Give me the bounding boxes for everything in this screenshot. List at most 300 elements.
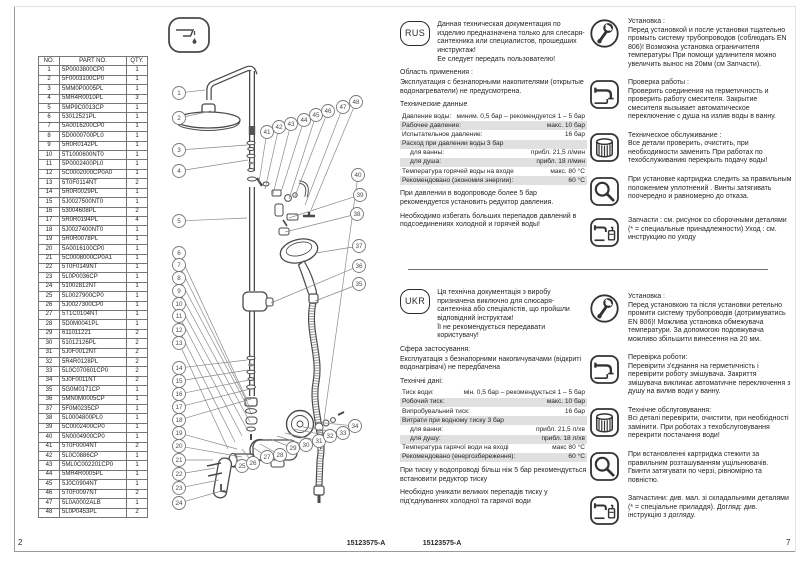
part-index: 35 xyxy=(39,386,60,395)
block-title: Техническое обслуживание : xyxy=(628,131,722,139)
table-row xyxy=(39,367,148,376)
svg-text:17: 17 xyxy=(175,404,183,412)
part-index: 32 xyxy=(39,358,60,367)
part-qty: 2 xyxy=(127,179,148,188)
part-qty: 1 xyxy=(127,414,148,423)
part-number: 5C0008000CP0A1 xyxy=(60,254,127,263)
callout-leader-44 xyxy=(281,127,302,193)
block-text: Все детали проверить, очистить, при необходимости заменить При работах по техобслуживанию перекрыть подачу воды! xyxy=(628,140,768,165)
part-qty: 1 xyxy=(127,151,148,160)
part-index: 21 xyxy=(39,254,60,263)
callout-leader-12 xyxy=(182,336,235,442)
part-index: 38 xyxy=(39,414,60,423)
tech-data-row xyxy=(400,389,587,398)
part-qty: 1 xyxy=(127,386,148,395)
callout-leader-47 xyxy=(305,113,341,205)
tech-data-row xyxy=(400,407,587,416)
table-row xyxy=(39,433,148,442)
tech-value: 16 бар xyxy=(564,407,585,415)
block-title: Технічне обслуговування: xyxy=(628,406,712,414)
page-edge-right xyxy=(795,6,796,552)
callout-23 xyxy=(173,482,186,495)
part-index: 47 xyxy=(39,499,60,508)
table-row xyxy=(39,282,148,291)
ukr-area-title: Сфера застосування: xyxy=(400,346,471,354)
callout-38 xyxy=(351,208,364,221)
callout-leader-7 xyxy=(182,271,250,408)
part-qty: 2 xyxy=(127,329,148,338)
spare-parts-icon xyxy=(589,217,620,248)
part-qty: 1 xyxy=(127,141,148,150)
part-number: 5J0C0904NT xyxy=(60,480,127,489)
tech-label: Испытательное давление: xyxy=(402,130,483,138)
table-row xyxy=(39,151,148,160)
ukr-area-text: Експлуатація з безнапорними накопичувачами (відкриті водонагрівачі) не передбачена xyxy=(400,355,582,372)
part-qty: 3 xyxy=(127,94,148,103)
part-number: 5L0027900CP0 xyxy=(60,292,127,301)
tech-data-row xyxy=(400,425,587,434)
tech-label: Температура гарячої води на вході xyxy=(402,444,509,452)
part-index: 14 xyxy=(39,188,60,197)
part-qty: 1 xyxy=(127,461,148,470)
svg-text:48: 48 xyxy=(352,99,360,107)
svg-text:5: 5 xyxy=(177,218,181,226)
part-qty: 2 xyxy=(127,508,148,517)
callout-41 xyxy=(261,126,274,139)
svg-text:18: 18 xyxy=(175,417,183,425)
tech-data-row xyxy=(400,140,587,149)
callout-4 xyxy=(173,165,186,178)
tech-label: Расход при давлении воды 3 бар xyxy=(402,140,504,148)
part-index: 9 xyxy=(39,141,60,150)
part-number: 5C0002000CP0A0 xyxy=(60,169,127,178)
instruction-block xyxy=(589,293,793,344)
part-qty: 2 xyxy=(127,367,148,376)
tech-label: Рекомендовано (экономия энергии): xyxy=(402,176,514,184)
svg-text:30: 30 xyxy=(302,442,310,450)
tech-label: для ванни: xyxy=(410,425,443,433)
part-index: 37 xyxy=(39,405,60,414)
callout-44 xyxy=(298,114,311,127)
instruction-block xyxy=(589,451,793,485)
svg-text:15: 15 xyxy=(175,378,183,386)
table-row xyxy=(39,179,148,188)
part-index: 15 xyxy=(39,198,60,207)
callout-leader-39 xyxy=(289,197,354,218)
table-row xyxy=(39,339,148,348)
callout-42 xyxy=(273,121,286,134)
rus-intro: Данная техническая документация по изделию предназначена только для слесаря-сантехника или специалистов, прошедших инструктаж! Ее следует передать пользователю! xyxy=(437,21,585,63)
part-index: 29 xyxy=(39,329,60,338)
rus-note-2: Необходимо избегать больших перепадов давлений в подсоединениях холодной и горячей воды! xyxy=(400,212,577,229)
part-number: 5L0P0453PL xyxy=(60,508,127,517)
ukr-intro: Ця технічна документація з виробу призначена виключно для слюсаря-сантехніка або спеціалістів, що пройшли відповідний інструктаж! Її не рекомендується передавати користувачу! xyxy=(437,289,570,340)
svg-text:45: 45 xyxy=(312,112,320,120)
table-row xyxy=(39,188,148,197)
callout-33 xyxy=(337,427,350,440)
callout-leader-48 xyxy=(311,108,353,210)
tech-data-row xyxy=(400,176,587,185)
part-index: 45 xyxy=(39,480,60,489)
table-row xyxy=(39,489,148,498)
svg-text:34: 34 xyxy=(351,423,359,431)
svg-text:10: 10 xyxy=(175,301,183,309)
part-index: 39 xyxy=(39,423,60,432)
svg-text:23: 23 xyxy=(175,485,183,493)
block-text: Перед установкой и после установки тщательно промыть систему трубопроводов (соблюдать EN 806)! Возможна установка ограничителя температуры При помощи удлинителя можно увеличить вынос на 20мм (см Запчасти). xyxy=(628,26,787,68)
part-number: 5MP9C0013CP xyxy=(60,104,127,113)
part-number: 5C0002400CP0 xyxy=(60,423,127,432)
part-index: 31 xyxy=(39,348,60,357)
callout-leader-8 xyxy=(182,284,252,415)
part-number: 51002812NT xyxy=(60,282,127,291)
part-number: 5F0M0235CP xyxy=(60,405,127,414)
callout-leader-15 xyxy=(186,370,248,380)
part-qty: 1 xyxy=(127,263,148,272)
ukr-tech-title: Технічні дані: xyxy=(400,378,443,386)
table-row xyxy=(39,395,148,404)
svg-text:43: 43 xyxy=(287,121,295,129)
callout-28 xyxy=(274,449,287,462)
tech-label: для душу: xyxy=(410,435,441,443)
part-qty: 1 xyxy=(127,85,148,94)
part-number: 5R0R0194PL xyxy=(60,216,127,225)
part-index: 7 xyxy=(39,122,60,131)
part-number: 53004608PL xyxy=(60,207,127,216)
table-row xyxy=(39,226,148,235)
tech-value: прибл. 18 л/хв xyxy=(541,435,585,443)
table-row xyxy=(39,480,148,489)
part-number: 51012126PL xyxy=(60,339,127,348)
svg-text:20: 20 xyxy=(175,443,183,451)
block-title: Установка : xyxy=(628,293,665,300)
part-number: 5A0016200CP0 xyxy=(60,122,127,131)
table-row xyxy=(39,263,148,272)
block-title: Установка : xyxy=(628,18,665,25)
part-qty: 2 xyxy=(127,358,148,367)
callout-leader-37 xyxy=(316,247,352,253)
table-row xyxy=(39,66,148,75)
callout-14 xyxy=(173,362,186,375)
part-number: 5J0027300CP0 xyxy=(60,301,127,310)
tech-data-row xyxy=(400,112,587,121)
table-row xyxy=(39,122,148,131)
callout-27 xyxy=(261,451,274,464)
part-number: 5D0M0041PL xyxy=(60,320,127,329)
table-row xyxy=(39,329,148,338)
part-number: 5MM0P0005PL xyxy=(60,85,127,94)
callout-leader-3 xyxy=(186,145,247,150)
table-row xyxy=(39,310,148,319)
page-edge-left xyxy=(14,6,15,552)
part-qty: 1 xyxy=(127,282,148,291)
part-qty: 2 xyxy=(127,348,148,357)
part-qty: 1 xyxy=(127,132,148,141)
callout-leader-19 xyxy=(186,435,237,449)
part-index: 1 xyxy=(39,66,60,75)
wrench-icon xyxy=(589,18,620,49)
callout-leader-10 xyxy=(182,310,247,429)
part-number: 5T1C0104NT xyxy=(60,310,127,319)
instruction-block xyxy=(589,495,793,526)
svg-text:3: 3 xyxy=(177,147,181,155)
ukr-section xyxy=(400,289,587,507)
part-number: 5L0A0002ALB xyxy=(60,499,127,508)
block-text: Перевірити з'єднання на герметичність і перевірити роботу змішувача. Закриття змішувача викликає автоматичне переключення з душу на вилив води у ванну. xyxy=(628,362,791,396)
block-text: Проверить соединения на герметичность и проверить работу смесителя. Закрытие смесителя вызывает автоматическое переключение с душа на излив воды в ванну. xyxy=(628,87,776,121)
svg-text:36: 36 xyxy=(355,263,363,271)
callout-22 xyxy=(173,468,186,481)
part-index: 3 xyxy=(39,85,60,94)
callout-leader-43 xyxy=(273,131,289,194)
tech-data-row xyxy=(400,167,587,176)
callout-leader-41 xyxy=(259,139,266,182)
svg-text:47: 47 xyxy=(339,104,347,112)
table-row xyxy=(39,414,148,423)
callout-leader-4 xyxy=(186,160,248,170)
part-number: 5L0P0036CP xyxy=(60,273,127,282)
part-qty: 1 xyxy=(127,188,148,197)
callout-6 xyxy=(173,247,186,260)
part-index: 16 xyxy=(39,207,60,216)
wrench-icon xyxy=(589,293,620,324)
part-index: 24 xyxy=(39,282,60,291)
part-qty: 1 xyxy=(127,423,148,432)
part-index: 30 xyxy=(39,339,60,348)
rus-language-badge: RUS xyxy=(400,21,430,46)
table-header-row xyxy=(39,57,148,66)
part-qty: 1 xyxy=(127,301,148,310)
tech-label: Рекомендовано (енергозбереження): xyxy=(402,453,516,461)
part-number: 5R0R0078PL xyxy=(60,235,127,244)
block-text: Запчасти : см. рисунок со сборочными деталями (* = специальные принадлежности) Уход : см. инструкцию по уходу xyxy=(628,216,787,242)
callout-5 xyxy=(173,215,186,228)
part-qty: 2 xyxy=(127,207,148,216)
rus-note-1: При давлении в водопроводе более 5 бар рекомендуется установить редуктор давления. xyxy=(400,190,554,207)
magnifier-icon xyxy=(589,176,620,207)
svg-text:24: 24 xyxy=(175,500,183,508)
tech-data-row xyxy=(400,130,587,139)
block-text: При встановленні картриджа стежити за правильним розташуванням ущільнювачів. Гвинти затягувати по черзі, рівномірно та повністю. xyxy=(628,450,769,484)
part-number: 5P0002400PL0 xyxy=(60,160,127,169)
callout-16 xyxy=(173,388,186,401)
tech-label: Випробувальний тиск: xyxy=(402,407,470,415)
callout-20 xyxy=(173,440,186,453)
part-qty: 1 xyxy=(127,499,148,508)
part-index: 6 xyxy=(39,113,60,122)
instruction-block xyxy=(589,132,793,166)
callout-26 xyxy=(247,457,260,470)
svg-text:11: 11 xyxy=(175,313,183,321)
part-qty: 1 xyxy=(127,245,148,254)
svg-text:26: 26 xyxy=(249,460,257,468)
part-number: 5MN0M0005CP xyxy=(60,395,127,404)
svg-text:7: 7 xyxy=(177,262,181,270)
callout-1 xyxy=(173,87,186,100)
callout-34 xyxy=(349,420,362,433)
part-index: 8 xyxy=(39,132,60,141)
tech-label: Тиск води: xyxy=(402,389,434,397)
part-qty: 1 xyxy=(127,235,148,244)
callout-13 xyxy=(173,337,186,350)
tech-value: мін. 0,5 бар – рекомендується 1 – 5 бар xyxy=(463,389,585,397)
callout-39 xyxy=(354,189,367,202)
table-row xyxy=(39,320,148,329)
tech-data-row xyxy=(400,444,587,453)
callout-11 xyxy=(173,310,186,323)
ukr-note-2: Необхідно уникати великих перепадів тиску у під'єднуваннях холодної та гарячої води xyxy=(400,489,548,506)
table-row xyxy=(39,254,148,263)
part-index: 48 xyxy=(39,508,60,517)
cartridge-icon xyxy=(589,407,620,438)
part-number: 5D0000700PL0 xyxy=(60,132,127,141)
instruction-block xyxy=(589,354,793,397)
table-row xyxy=(39,104,148,113)
table-row xyxy=(39,235,148,244)
part-number: 53012521PL xyxy=(60,113,127,122)
tech-value: макс. 10 бар xyxy=(546,398,585,406)
table-row xyxy=(39,452,148,461)
table-row xyxy=(39,499,148,508)
svg-text:40: 40 xyxy=(354,172,362,180)
part-number: 5ML0C002201CP0 xyxy=(60,461,127,470)
part-qty: 4 xyxy=(127,216,148,225)
callout-leader-46 xyxy=(295,117,326,196)
tech-value: прибл. 18 л/мин xyxy=(536,158,585,166)
callout-24 xyxy=(173,497,186,510)
section-divider xyxy=(408,269,768,270)
rus-section xyxy=(400,21,587,230)
bath-mixer-icon xyxy=(169,18,209,52)
instruction-block xyxy=(589,217,793,248)
callout-leader-35 xyxy=(315,287,353,302)
svg-text:32: 32 xyxy=(326,433,334,441)
svg-text:29: 29 xyxy=(289,445,297,453)
part-number: 5A0016100CP0 xyxy=(60,245,127,254)
part-index: 11 xyxy=(39,160,60,169)
page-edge-top xyxy=(14,6,796,7)
svg-text:1: 1 xyxy=(177,90,181,98)
part-qty: 1 xyxy=(127,169,148,178)
svg-text:33: 33 xyxy=(339,430,347,438)
callout-45 xyxy=(310,109,323,122)
table-row xyxy=(39,216,148,225)
instruction-block xyxy=(589,18,793,69)
tech-value: макс 80 °C xyxy=(552,444,585,452)
part-qty: 1 xyxy=(127,395,148,404)
part-index: 5 xyxy=(39,104,60,113)
page-number-left: 2 xyxy=(18,538,23,547)
part-number: 5R4R0128PL xyxy=(60,358,127,367)
svg-text:28: 28 xyxy=(276,452,284,460)
svg-text:46: 46 xyxy=(324,108,332,116)
part-number: 5F0003100CP0 xyxy=(60,75,127,84)
faucet-icon xyxy=(589,354,620,385)
callout-leader-18 xyxy=(186,399,252,418)
table-row xyxy=(39,75,148,84)
svg-text:8: 8 xyxy=(177,275,181,283)
svg-text:9: 9 xyxy=(177,288,181,296)
part-qty: 1 xyxy=(127,292,148,301)
svg-text:22: 22 xyxy=(175,471,183,479)
svg-text:41: 41 xyxy=(263,129,271,137)
magnifier-icon xyxy=(589,451,620,482)
callout-7 xyxy=(173,259,186,272)
part-qty: 1 xyxy=(127,452,148,461)
ukr-language-badge: UKR xyxy=(400,289,430,314)
part-index: 23 xyxy=(39,273,60,282)
part-qty: 1 xyxy=(127,310,148,319)
callout-15 xyxy=(173,375,186,388)
tech-label: Давление воды: xyxy=(402,112,452,120)
part-number: 5P0003800CP0 xyxy=(60,66,127,75)
page-edge-bottom xyxy=(14,551,796,552)
part-number: 5T1000600NT0 xyxy=(60,151,127,160)
part-number: 5L0C0886CP xyxy=(60,452,127,461)
instruction-block xyxy=(589,407,793,441)
table-row xyxy=(39,301,148,310)
callout-19 xyxy=(173,427,186,440)
cartridge-icon xyxy=(589,132,620,163)
part-qty: 1 xyxy=(127,480,148,489)
rus-tech-title: Технические данные xyxy=(400,101,468,109)
table-row xyxy=(39,94,148,103)
part-qty: 2 xyxy=(127,489,148,498)
table-row xyxy=(39,85,148,94)
callout-8 xyxy=(173,272,186,285)
block-text: Запчастини: див. мал. зі складальними деталями (* = спеціальне приладдя). Догляд: див. інструкцію з догляду. xyxy=(628,495,789,520)
part-number: 5J0027400NT0 xyxy=(60,226,127,235)
tech-value: прибл. 21,5 л/хв xyxy=(535,425,585,433)
callout-30 xyxy=(300,439,313,452)
callout-29 xyxy=(287,442,300,455)
tech-data-row xyxy=(400,453,587,462)
block-text: Перед установкою та після установки ретельно промити систему трубопроводів (дотримуватись EN 806)! Можлива установка обмежувача температури. За допомогою подовжувача можливо збільшити винесення на 20 мм. xyxy=(628,301,786,343)
part-number: 5T0F0097NT xyxy=(60,489,127,498)
table-row xyxy=(39,423,148,432)
tech-label: Робочий тиск: xyxy=(402,398,445,406)
table-row xyxy=(39,273,148,282)
part-qty: 1 xyxy=(127,273,148,282)
callout-12 xyxy=(173,324,186,337)
instruction-block xyxy=(589,176,793,207)
part-qty: 1 xyxy=(127,470,148,479)
block-text: При установке картриджа следить за правильным положением уплотнений . Винты затягивать поочередно и равномерно до отказа. xyxy=(628,175,792,201)
part-qty: 1 xyxy=(127,198,148,207)
part-index: 20 xyxy=(39,245,60,254)
part-index: 18 xyxy=(39,226,60,235)
part-qty: 1 xyxy=(127,75,148,84)
rus-instructions xyxy=(589,18,793,258)
tech-value: 60 °C xyxy=(568,453,585,461)
table-row xyxy=(39,358,148,367)
callout-leader-14 xyxy=(186,360,247,367)
part-index: 43 xyxy=(39,461,60,470)
part-index: 28 xyxy=(39,320,60,329)
tech-data-row xyxy=(400,121,587,130)
col-header-qty: QTY. xyxy=(127,57,148,66)
part-qty: 1 xyxy=(127,405,148,414)
tech-label: для ванны: xyxy=(410,149,445,157)
callout-leader-40 xyxy=(321,182,357,442)
part-index: 25 xyxy=(39,292,60,301)
tech-value: 60 °C xyxy=(568,176,585,184)
instruction-block xyxy=(589,79,793,122)
part-index: 27 xyxy=(39,310,60,319)
table-row xyxy=(39,160,148,169)
callout-leader-1 xyxy=(186,90,205,92)
tech-label: Витрати при водному тиску 3 бар xyxy=(402,416,504,424)
